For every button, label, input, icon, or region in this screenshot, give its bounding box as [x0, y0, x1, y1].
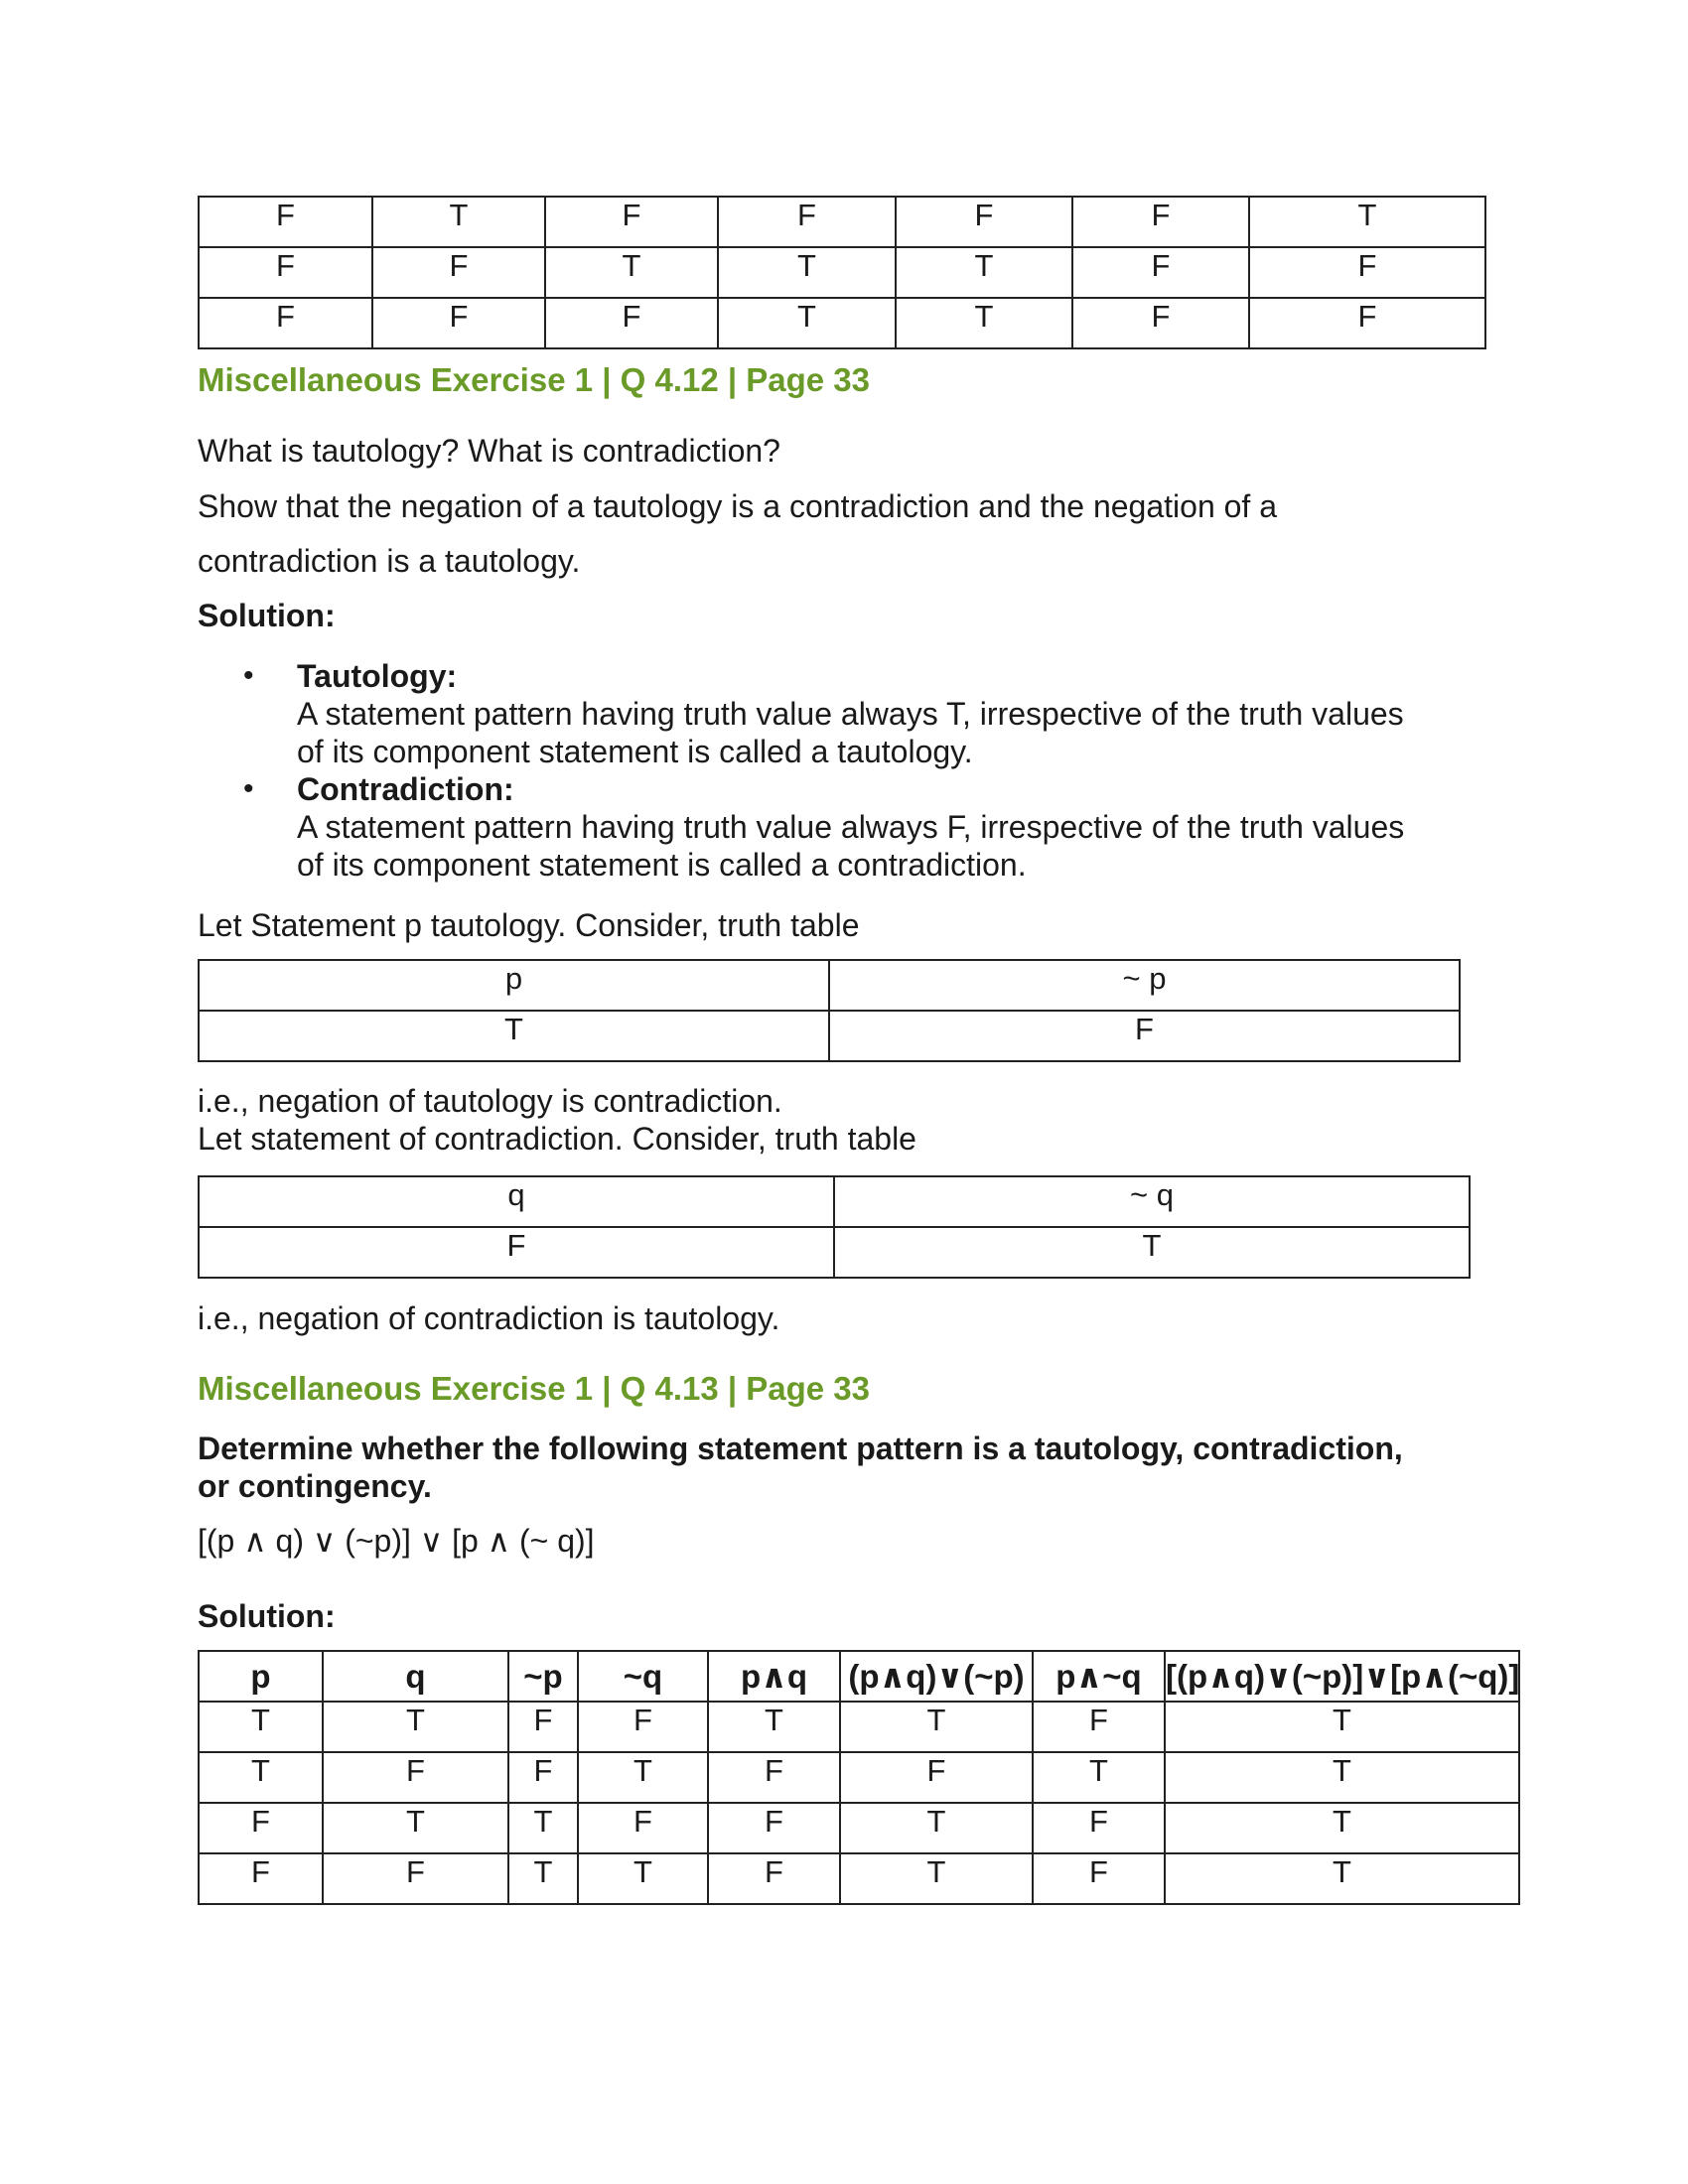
truth-table-q413	[198, 1650, 1520, 1905]
table-row	[199, 298, 1485, 348]
table-cell: F	[708, 1803, 840, 1853]
bullet-icon: •	[243, 659, 254, 692]
q413-question-a: Determine whether the following statement pattern is a tautology, contradiction,	[198, 1431, 1403, 1466]
table-row	[199, 1011, 1460, 1061]
table-header-row	[199, 1651, 1519, 1702]
q413-question-b: or contingency.	[198, 1468, 432, 1504]
table-cell: F	[840, 1752, 1033, 1803]
table-cell: T	[840, 1803, 1033, 1853]
header-cell: p	[199, 960, 829, 1011]
header-cell: p∧~q	[1033, 1651, 1165, 1702]
table-row	[199, 247, 1485, 298]
bullet-icon: •	[243, 772, 254, 805]
table-row	[199, 1803, 1519, 1853]
table-cell: T	[578, 1853, 708, 1904]
header-cell: ~q	[578, 1651, 708, 1702]
definition-term: Tautology:	[297, 658, 458, 694]
definitions-list	[198, 657, 1528, 884]
table-cell: F	[323, 1853, 508, 1904]
definition-line: A statement pattern having truth value always F, irrespective of the truth values	[297, 809, 1405, 845]
table-cell: T	[840, 1702, 1033, 1752]
table-cell: T	[1249, 197, 1485, 247]
table-cell: T	[199, 1752, 323, 1803]
table-cell: T	[1165, 1702, 1519, 1752]
definition-line: of its component statement is called a contradiction.	[297, 847, 1027, 883]
let-q-text: Let statement of contradiction. Consider, truth table	[198, 1121, 916, 1157]
table-cell: T	[508, 1853, 578, 1904]
q412-question-1: What is tautology? What is contradiction?	[198, 433, 780, 469]
top-truth-table	[198, 196, 1486, 349]
table-cell: F	[1072, 298, 1249, 348]
header-cell: (p∧q)∨(~p)	[840, 1651, 1033, 1702]
table-cell: F	[323, 1752, 508, 1803]
table-row	[199, 960, 1460, 1011]
table-cell: F	[545, 197, 718, 247]
header-cell: q	[199, 1176, 834, 1227]
table-cell: F	[372, 298, 545, 348]
table-cell: F	[1033, 1803, 1165, 1853]
q413-expression: [(p ∧ q) ∨ (~p)] ∨ [p ∧ (~ q)]	[198, 1523, 595, 1559]
table-cell: F	[545, 298, 718, 348]
table-cell: T	[896, 298, 1072, 348]
table-cell: F	[578, 1803, 708, 1853]
table-cell: F	[199, 247, 372, 298]
header-cell: ~p	[508, 1651, 578, 1702]
table-cell: F	[199, 197, 372, 247]
table-cell: F	[199, 1803, 323, 1853]
table-cell: T	[323, 1702, 508, 1752]
table-cell: T	[718, 247, 896, 298]
table-cell: T	[508, 1803, 578, 1853]
table-cell: F	[199, 1227, 834, 1278]
table-cell: F	[508, 1752, 578, 1803]
header-cell: p	[199, 1651, 323, 1702]
table-cell: T	[545, 247, 718, 298]
table-cell: T	[1033, 1752, 1165, 1803]
ie-negation-tautology: i.e., negation of tautology is contradiction.	[198, 1083, 782, 1119]
definition-line: of its component statement is called a tautology.	[297, 734, 973, 769]
table-cell: F	[508, 1702, 578, 1752]
table-cell: F	[718, 197, 896, 247]
table-cell: F	[1033, 1853, 1165, 1904]
table-cell: F	[372, 247, 545, 298]
definition-contradiction	[198, 770, 1528, 884]
table-cell: T	[199, 1011, 829, 1061]
header-cell: [(p∧q)∨(~p)]∨[p∧(~q)]	[1165, 1651, 1519, 1702]
table-cell: T	[1165, 1853, 1519, 1904]
q413-heading: Miscellaneous Exercise 1 | Q 4.13 | Page 33	[198, 1370, 871, 1407]
table-cell: T	[708, 1702, 840, 1752]
q412-question-2a: Show that the negation of a tautology is a contradiction and the negation of a	[198, 488, 1277, 524]
table-cell: T	[1165, 1752, 1519, 1803]
table-cell: T	[578, 1752, 708, 1803]
table-cell: T	[199, 1702, 323, 1752]
q413-solution-label: Solution:	[198, 1598, 336, 1634]
header-cell: ~ p	[829, 960, 1460, 1011]
table-cell: T	[896, 247, 1072, 298]
table-cell: F	[199, 1853, 323, 1904]
table-cell: T	[840, 1853, 1033, 1904]
table-cell: F	[1033, 1702, 1165, 1752]
table-cell: T	[834, 1227, 1470, 1278]
table-cell: F	[708, 1853, 840, 1904]
table-cell: T	[718, 298, 896, 348]
header-cell: p∧q	[708, 1651, 840, 1702]
table-cell: F	[1072, 197, 1249, 247]
table-cell: F	[578, 1702, 708, 1752]
table-row	[199, 1227, 1470, 1278]
q412-question-2b: contradiction is a tautology.	[198, 543, 581, 579]
definition-term: Contradiction:	[297, 771, 514, 807]
truth-table-p	[198, 959, 1461, 1062]
table-row	[199, 1752, 1519, 1803]
header-cell: ~ q	[834, 1176, 1470, 1227]
table-cell: F	[1249, 247, 1485, 298]
table-cell: F	[199, 298, 372, 348]
q412-heading: Miscellaneous Exercise 1 | Q 4.12 | Page 33	[198, 361, 871, 398]
definition-line: A statement pattern having truth value always T, irrespective of the truth values	[297, 696, 1404, 732]
table-cell: T	[372, 197, 545, 247]
ie-negation-contradiction: i.e., negation of contradiction is tautology.	[198, 1300, 780, 1336]
table-cell: F	[896, 197, 1072, 247]
table-cell: T	[323, 1803, 508, 1853]
truth-table-q	[198, 1175, 1471, 1279]
let-p-text: Let Statement p tautology. Consider, truth table	[198, 907, 860, 943]
table-row	[199, 1702, 1519, 1752]
table-cell: F	[1249, 298, 1485, 348]
table-row	[199, 1176, 1470, 1227]
table-cell: F	[708, 1752, 840, 1803]
table-row	[199, 197, 1485, 247]
table-cell: F	[1072, 247, 1249, 298]
table-row	[199, 1853, 1519, 1904]
definition-tautology	[198, 657, 1528, 770]
document-page	[198, 196, 1528, 1905]
header-cell: q	[323, 1651, 508, 1702]
q412-solution-label: Solution:	[198, 598, 336, 633]
table-cell: T	[1165, 1803, 1519, 1853]
table-cell: F	[829, 1011, 1460, 1061]
